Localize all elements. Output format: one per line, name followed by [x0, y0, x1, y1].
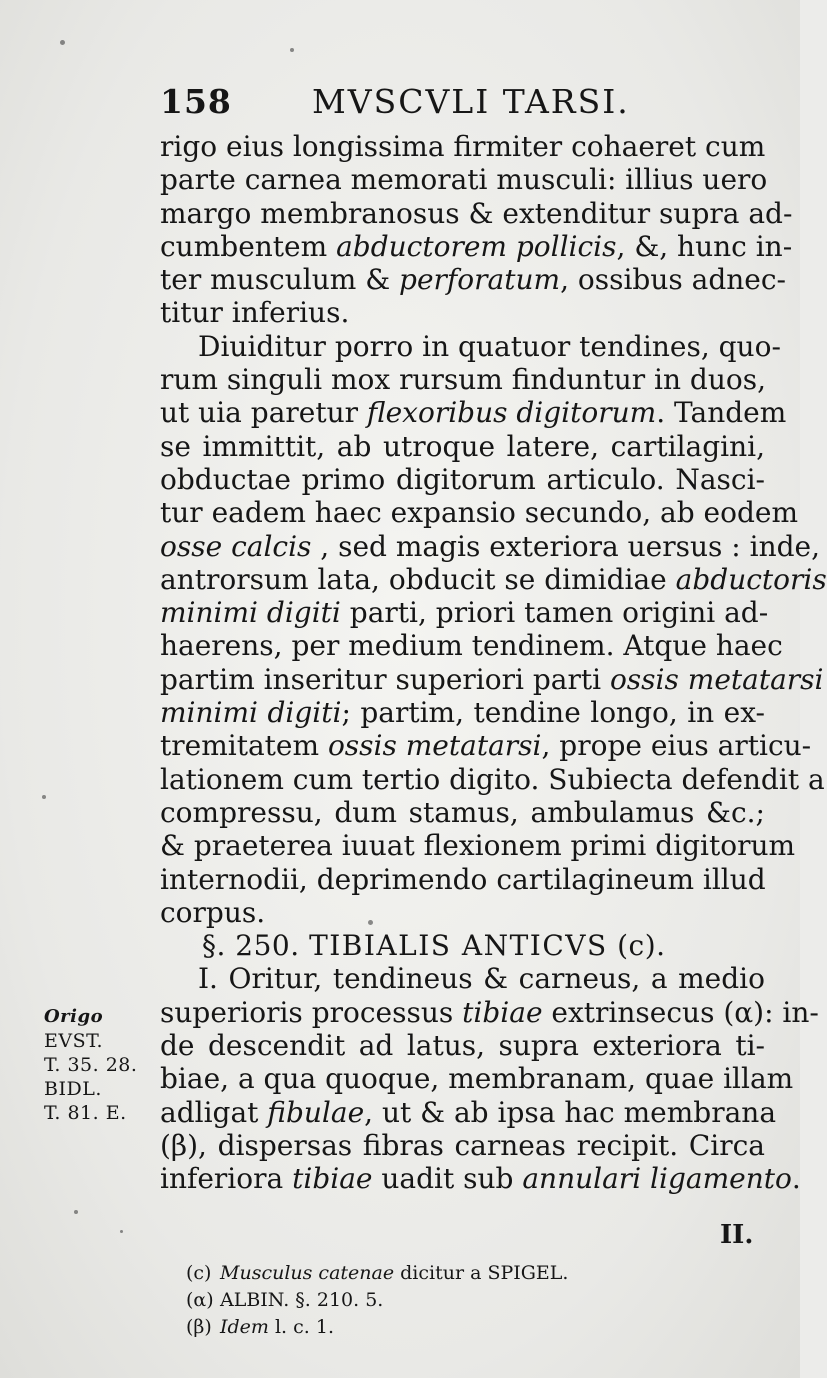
paragraph — [160, 329, 827, 929]
margin-note-label: Origo — [44, 1006, 104, 1027]
text-line: rigo eius longissima firmiter cohaeret cum — [160, 130, 766, 163]
text-line: ut uia paretur flexoribus digitorum. Tandem — [160, 396, 787, 430]
text-line: obductae primo digitorum articulo. Nasci- — [160, 462, 765, 496]
text-line: minimi digiti parti, priori tamen origini ad- — [160, 596, 769, 630]
footnote-mark: (α) — [186, 1289, 214, 1311]
italic-term: ossis metatarsi — [609, 662, 824, 696]
text-line: de descendit ad latus, supra exteriora ti- — [160, 1029, 765, 1063]
footnote — [186, 1314, 706, 1341]
section-title: TIBIALIS ANTICVS — [309, 929, 608, 963]
text-line: compressu, dum stamus, ambulamus &c.; — [160, 795, 765, 829]
footnote — [186, 1260, 706, 1287]
text-line: internodii, deprimendo cartilagineum illud — [160, 862, 766, 896]
text-line: lationem cum tertio digito. Subiecta defendit a — [160, 762, 825, 796]
page-header — [160, 82, 720, 126]
paper-speck — [368, 920, 373, 925]
text-line: tur eadem haec expansio secundo, ab eodem — [160, 496, 799, 530]
text-line: parte carnea memorati musculi: illius uero — [160, 163, 768, 197]
section-note-ref: (c). — [617, 929, 666, 963]
text-line: titur inferius. — [160, 296, 350, 330]
paper-speck — [120, 1230, 123, 1233]
text-line: se immittit, ab utroque latere, cartilagini, — [160, 429, 765, 463]
italic-term: abductorem pollicis — [336, 229, 617, 263]
margin-note-line: T. 35. 28. — [44, 1054, 138, 1076]
text-line: inferiora tibiae uadit sub annulari ligamento. — [160, 1162, 801, 1196]
italic-term: abductoris — [675, 562, 827, 596]
italic-term: tibiae — [462, 995, 543, 1029]
footnotes — [186, 1260, 706, 1341]
text-line: biae, a qua quoque, membranam, quae illam — [160, 1062, 794, 1096]
margin-note-line: EVST. — [44, 1030, 104, 1052]
text-line: rum singuli mox rursum finduntur in duos, — [160, 363, 766, 397]
italic-term: perforatum — [399, 263, 561, 297]
text-line: tremitatem ossis metatarsi, prope eius articu- — [160, 729, 812, 763]
text-line: corpus. — [160, 895, 266, 929]
text-line: minimi digiti; partim, tendine longo, in ex- — [160, 696, 766, 730]
italic-term: Idem — [220, 1316, 269, 1338]
paragraph — [160, 962, 819, 1196]
footnote-mark: (β) — [186, 1316, 212, 1338]
text-line: superioris processus tibiae extrinsecus (α): in- — [160, 995, 819, 1029]
text-line: & praeterea iuuat flexionem primi digitorum — [160, 829, 796, 863]
text-line: margo membranosus & extenditur supra ad- — [160, 196, 793, 230]
paragraph — [160, 130, 793, 330]
italic-term: ossis metatarsi — [327, 729, 542, 763]
section-number: §. 250. — [202, 929, 300, 963]
text-line: (β), dispersas fibras carneas recipit. Circa — [160, 1128, 765, 1162]
footnote-text: ALBIN. §. 210. 5. — [220, 1289, 384, 1311]
text-line: Diuiditur porro in quatuor tendines, quo- — [198, 329, 781, 363]
text-line: adligat fibulae, ut & ab ipsa hac membrana — [160, 1095, 777, 1129]
italic-term: annulari ligamento — [522, 1162, 792, 1196]
section-heading — [160, 929, 765, 962]
footnote — [186, 1287, 706, 1314]
italic-term: minimi digiti — [160, 696, 342, 730]
paper-speck — [74, 1210, 78, 1214]
footnote-text: Idem l. c. 1. — [220, 1316, 334, 1338]
paper-speck — [290, 48, 294, 52]
italic-term: minimi digiti — [160, 596, 341, 630]
margin-note-line: BIDL. — [44, 1078, 102, 1100]
italic-term: fibulae — [267, 1095, 365, 1129]
running-title: MVSCVLI TARSI. — [312, 82, 630, 121]
italic-term: tibiae — [292, 1162, 373, 1196]
main-text — [160, 130, 827, 1196]
text-line: antrorsum lata, obducit se dimidiae abductoris — [160, 562, 827, 596]
paper-speck — [60, 40, 65, 45]
text-line: haerens, per medium tendinem. Atque haec — [160, 629, 783, 663]
text-line: I. Oritur, tendineus & carneus, a medio — [198, 962, 765, 996]
italic-term: Musculus catenae — [220, 1262, 395, 1284]
footnote-text: Musculus catenae dicitur a SPIGEL. — [220, 1262, 569, 1284]
text-line: osse calcis , sed magis exteriora uersus : inde, — [160, 529, 820, 563]
margin-note-line: T. 81. E. — [44, 1102, 127, 1124]
paper-speck — [42, 795, 46, 799]
italic-term: flexoribus digitorum — [366, 396, 657, 430]
italic-term: osse calcis — [160, 529, 312, 563]
text-line: ter musculum & perforatum, ossibus adnec- — [160, 263, 787, 297]
footnote-mark: (c) — [186, 1262, 212, 1284]
catchword: II. — [720, 1220, 754, 1250]
page-number: 158 — [160, 82, 232, 121]
margin-note — [44, 1005, 154, 1125]
text-line: partim inseritur superiori parti ossis metatarsi — [160, 662, 824, 696]
text-line: cumbentem abductorem pollicis, &, hunc in- — [160, 229, 793, 263]
